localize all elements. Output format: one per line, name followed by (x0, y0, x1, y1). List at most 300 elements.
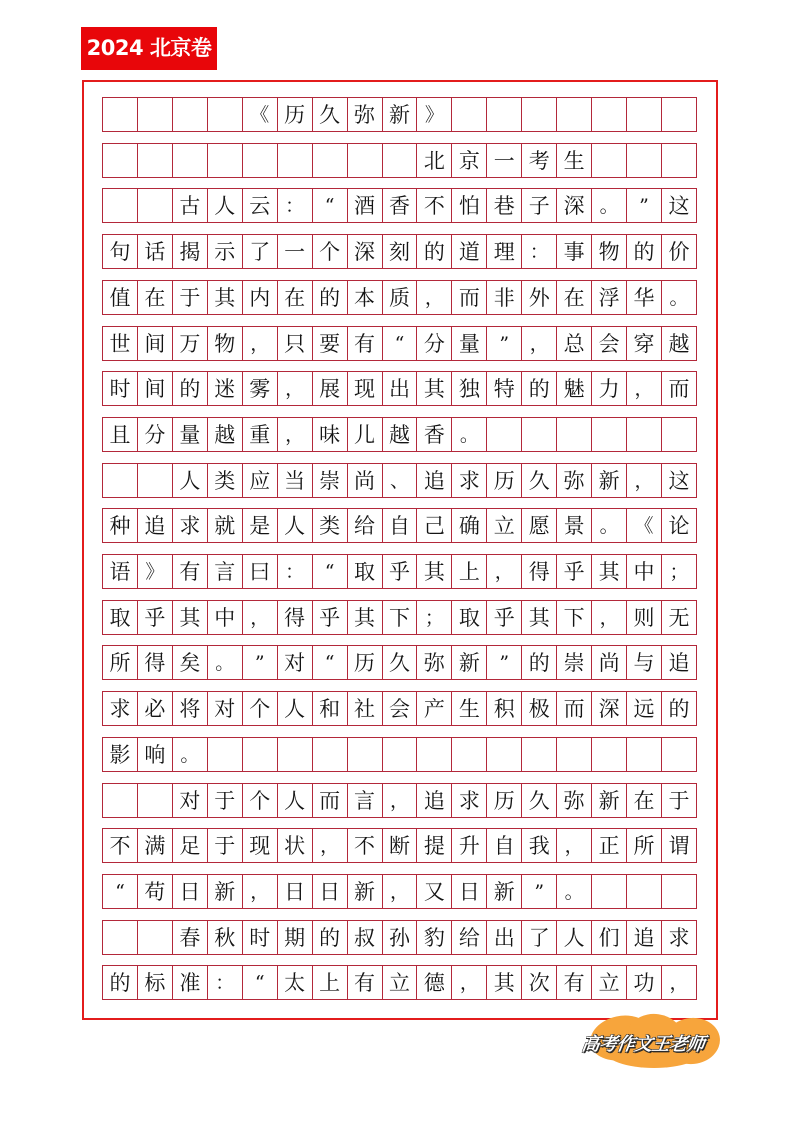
grid-cell: 现 (348, 372, 383, 405)
grid-cell: 春 (173, 921, 208, 954)
grid-cell: 香 (383, 189, 418, 222)
grid-cell: ： (208, 966, 243, 999)
grid-cell-empty (103, 189, 138, 222)
grid-cell: 只 (278, 327, 313, 360)
grid-cell: 正 (592, 829, 627, 862)
grid-cell: 巷 (487, 189, 522, 222)
grid-cell: 矣 (173, 646, 208, 679)
grid-cell: ” (487, 646, 522, 679)
grid-cell: “ (383, 327, 418, 360)
grid-cell: 其 (487, 966, 522, 999)
grid-cell: 量 (452, 327, 487, 360)
grid-row (102, 645, 697, 680)
grid-cell: 雾 (243, 372, 278, 405)
grid-cell: 日 (452, 875, 487, 908)
grid-cell: 历 (348, 646, 383, 679)
grid-cell: 一 (278, 235, 313, 268)
grid-cell: 立 (383, 966, 418, 999)
grid-cell-empty (208, 144, 243, 177)
grid-cell: 久 (383, 646, 418, 679)
grid-cell: ， (487, 555, 522, 588)
grid-cell-empty (243, 144, 278, 177)
grid-row (102, 965, 697, 1000)
grid-cell: 考 (522, 144, 557, 177)
grid-cell: 个 (313, 235, 348, 268)
grid-row (102, 463, 697, 498)
grid-cell-empty (662, 875, 697, 908)
grid-cell: 得 (278, 601, 313, 634)
grid-cell-empty (103, 144, 138, 177)
grid-cell: 值 (103, 281, 138, 314)
grid-cell-empty (627, 875, 662, 908)
grid-cell: 自 (487, 829, 522, 862)
grid-cell: 无 (662, 601, 697, 634)
grid-cell: 下 (557, 601, 592, 634)
grid-cell: 求 (103, 692, 138, 725)
grid-cell: 乎 (487, 601, 522, 634)
grid-row (102, 188, 697, 223)
grid-cell: 而 (313, 784, 348, 817)
grid-cell: 当 (278, 464, 313, 497)
grid-cell: 乎 (557, 555, 592, 588)
grid-cell: 道 (452, 235, 487, 268)
grid-cell: ， (243, 327, 278, 360)
grid-cell: ， (592, 601, 627, 634)
grid-cell: 在 (557, 281, 592, 314)
grid-cell: 日 (278, 875, 313, 908)
grid-cell-empty (313, 738, 348, 771)
grid-row (102, 691, 697, 726)
grid-cell: 人 (278, 784, 313, 817)
grid-cell: 就 (208, 509, 243, 542)
grid-cell-empty (627, 144, 662, 177)
grid-cell-empty (208, 738, 243, 771)
grid-cell: 追 (138, 509, 173, 542)
grid-cell: 得 (138, 646, 173, 679)
grid-row (102, 920, 697, 955)
grid-cell-empty (173, 98, 208, 131)
grid-row (102, 508, 697, 543)
grid-cell: 浮 (592, 281, 627, 314)
grid-cell: 类 (313, 509, 348, 542)
grid-cell: 求 (173, 509, 208, 542)
grid-cell: 个 (243, 784, 278, 817)
grid-cell-empty (278, 738, 313, 771)
grid-cell: 怕 (452, 189, 487, 222)
grid-cell: 其 (348, 601, 383, 634)
grid-cell: 物 (208, 327, 243, 360)
grid-cell-empty (348, 738, 383, 771)
grid-cell: 华 (627, 281, 662, 314)
grid-cell: 云 (243, 189, 278, 222)
grid-cell: 种 (103, 509, 138, 542)
grid-cell: 内 (243, 281, 278, 314)
grid-cell-empty (452, 98, 487, 131)
grid-cell: 求 (452, 464, 487, 497)
grid-cell-empty (138, 98, 173, 131)
grid-cell: 是 (243, 509, 278, 542)
grid-cell: 万 (173, 327, 208, 360)
grid-cell: 物 (592, 235, 627, 268)
grid-cell: 期 (278, 921, 313, 954)
grid-cell: 久 (313, 98, 348, 131)
grid-cell: 重 (243, 418, 278, 451)
grid-cell: 、 (383, 464, 418, 497)
grid-cell: 景 (557, 509, 592, 542)
grid-cell: 己 (417, 509, 452, 542)
watermark (580, 1012, 728, 1070)
grid-cell-empty (522, 98, 557, 131)
grid-cell: 对 (208, 692, 243, 725)
grid-cell: 新 (592, 464, 627, 497)
grid-cell: 的 (417, 235, 452, 268)
grid-cell: 间 (138, 327, 173, 360)
grid-cell-empty (278, 144, 313, 177)
grid-cell: 新 (208, 875, 243, 908)
grid-cell: 苟 (138, 875, 173, 908)
grid-cell: 立 (592, 966, 627, 999)
grid-cell: 自 (383, 509, 418, 542)
grid-cell: 其 (522, 601, 557, 634)
grid-cell: 。 (662, 281, 697, 314)
exam-badge: 2024 北京卷 (81, 27, 217, 70)
grid-cell-empty (592, 875, 627, 908)
grid-cell: 状 (278, 829, 313, 862)
grid-cell-empty (138, 784, 173, 817)
grid-cell: “ (103, 875, 138, 908)
grid-cell-empty (313, 144, 348, 177)
grid-cell: 北 (417, 144, 452, 177)
grid-cell: 魅 (557, 372, 592, 405)
grid-cell: 弥 (417, 646, 452, 679)
grid-cell: 历 (278, 98, 313, 131)
grid-row (102, 97, 697, 132)
grid-cell: 外 (522, 281, 557, 314)
grid-cell: 尚 (348, 464, 383, 497)
grid-cell: 人 (173, 464, 208, 497)
grid-cell: 愿 (522, 509, 557, 542)
grid-cell: 其 (173, 601, 208, 634)
grid-cell: 给 (452, 921, 487, 954)
grid-cell-empty (383, 144, 418, 177)
grid-cell-empty (592, 738, 627, 771)
grid-cell: 提 (417, 829, 452, 862)
grid-cell: 。 (592, 509, 627, 542)
grid-cell: 不 (103, 829, 138, 862)
grid-cell-empty (592, 144, 627, 177)
grid-cell: 会 (592, 327, 627, 360)
grid-cell: 人 (278, 692, 313, 725)
grid-cell-empty (103, 464, 138, 497)
grid-cell: ” (522, 875, 557, 908)
grid-cell: 《 (243, 98, 278, 131)
grid-cell: 中 (627, 555, 662, 588)
grid-cell: ， (522, 327, 557, 360)
grid-cell: 生 (452, 692, 487, 725)
grid-row (102, 737, 697, 772)
grid-cell: 越 (662, 327, 697, 360)
grid-cell-empty (662, 98, 697, 131)
grid-cell: 崇 (313, 464, 348, 497)
grid-cell: 准 (173, 966, 208, 999)
grid-cell: 人 (208, 189, 243, 222)
grid-cell: 。 (173, 738, 208, 771)
grid-cell: 立 (487, 509, 522, 542)
grid-cell: ； (417, 601, 452, 634)
grid-cell: 新 (348, 875, 383, 908)
grid-cell: 上 (452, 555, 487, 588)
grid-cell: 尚 (592, 646, 627, 679)
grid-cell: 求 (452, 784, 487, 817)
grid-cell-empty (487, 738, 522, 771)
grid-cell: 这 (662, 464, 697, 497)
grid-cell: 》 (138, 555, 173, 588)
grid-cell: 力 (592, 372, 627, 405)
grid-cell: 的 (103, 966, 138, 999)
grid-cell: 世 (103, 327, 138, 360)
grid-cell: 叔 (348, 921, 383, 954)
grid-cell: 其 (417, 372, 452, 405)
grid-cell: 又 (417, 875, 452, 908)
grid-cell-empty (208, 98, 243, 131)
grid-cell: 的 (662, 692, 697, 725)
grid-cell: 人 (557, 921, 592, 954)
grid-cell-empty (522, 738, 557, 771)
grid-cell: 古 (173, 189, 208, 222)
grid-cell: 。 (592, 189, 627, 222)
grid-cell: 不 (348, 829, 383, 862)
grid-cell: 言 (208, 555, 243, 588)
grid-cell-empty (103, 98, 138, 131)
grid-cell-empty (592, 98, 627, 131)
grid-cell-empty (138, 189, 173, 222)
grid-cell: 示 (208, 235, 243, 268)
grid-cell: 时 (103, 372, 138, 405)
grid-cell: 新 (487, 875, 522, 908)
grid-cell: 在 (627, 784, 662, 817)
grid-cell: ” (627, 189, 662, 222)
grid-cell: 曰 (243, 555, 278, 588)
grid-cell: 京 (452, 144, 487, 177)
grid-cell: 在 (138, 281, 173, 314)
grid-row (102, 326, 697, 361)
grid-cell: 生 (557, 144, 592, 177)
grid-cell: 乎 (313, 601, 348, 634)
grid-cell: 的 (627, 235, 662, 268)
grid-cell: 理 (487, 235, 522, 268)
grid-cell: 孙 (383, 921, 418, 954)
grid-cell: ， (278, 372, 313, 405)
grid-cell: 功 (627, 966, 662, 999)
grid-cell: 积 (487, 692, 522, 725)
grid-cell-empty (487, 418, 522, 451)
grid-cell: 极 (522, 692, 557, 725)
grid-cell: 特 (487, 372, 522, 405)
grid-cell: 出 (383, 372, 418, 405)
grid-cell: 刻 (383, 235, 418, 268)
grid-cell: 取 (348, 555, 383, 588)
grid-cell: 和 (313, 692, 348, 725)
grid-cell: 时 (243, 921, 278, 954)
grid-cell: 了 (522, 921, 557, 954)
grid-cell: 出 (487, 921, 522, 954)
grid-cell: 其 (417, 555, 452, 588)
grid-cell: 香 (417, 418, 452, 451)
grid-row (102, 783, 697, 818)
grid-cell: 分 (417, 327, 452, 360)
grid-cell: 类 (208, 464, 243, 497)
grid-cell: 有 (348, 966, 383, 999)
grid-cell: 日 (173, 875, 208, 908)
grid-cell-empty (138, 921, 173, 954)
grid-cell: 的 (313, 921, 348, 954)
grid-cell: 中 (208, 601, 243, 634)
grid-row (102, 600, 697, 635)
grid-cell-empty (662, 144, 697, 177)
grid-cell: 日 (313, 875, 348, 908)
grid-cell: ： (278, 555, 313, 588)
grid-cell: 个 (243, 692, 278, 725)
grid-cell: 本 (348, 281, 383, 314)
grid-cell: 则 (627, 601, 662, 634)
grid-cell: 于 (208, 829, 243, 862)
grid-cell: 影 (103, 738, 138, 771)
grid-cell-empty (452, 738, 487, 771)
grid-cell: 非 (487, 281, 522, 314)
grid-cell: 有 (173, 555, 208, 588)
grid-cell: 在 (278, 281, 313, 314)
grid-cell: 响 (138, 738, 173, 771)
grid-cell: 对 (278, 646, 313, 679)
grid-cell: 新 (383, 98, 418, 131)
grid-cell: 儿 (348, 418, 383, 451)
grid-row (102, 828, 697, 863)
grid-cell: 下 (383, 601, 418, 634)
grid-cell: 于 (662, 784, 697, 817)
grid-cell: 追 (627, 921, 662, 954)
grid-cell: 要 (313, 327, 348, 360)
grid-cell: 所 (627, 829, 662, 862)
grid-cell: ， (278, 418, 313, 451)
grid-cell-empty (627, 98, 662, 131)
grid-cell: 话 (138, 235, 173, 268)
grid-cell: 了 (243, 235, 278, 268)
grid-cell: ， (383, 784, 418, 817)
grid-cell: 这 (662, 189, 697, 222)
grid-cell: 久 (522, 464, 557, 497)
grid-cell: 揭 (173, 235, 208, 268)
grid-cell: 断 (383, 829, 418, 862)
grid-cell: 不 (417, 189, 452, 222)
grid-cell: 质 (383, 281, 418, 314)
grid-cell: 总 (557, 327, 592, 360)
grid-cell: 。 (557, 875, 592, 908)
grid-cell: 而 (557, 692, 592, 725)
grid-cell: “ (313, 555, 348, 588)
grid-cell: 乎 (138, 601, 173, 634)
grid-cell: 取 (103, 601, 138, 634)
grid-cell: 所 (103, 646, 138, 679)
grid-cell: 的 (522, 646, 557, 679)
grid-cell: 弥 (557, 784, 592, 817)
grid-cell: 其 (208, 281, 243, 314)
grid-cell: 酒 (348, 189, 383, 222)
grid-row (102, 417, 697, 452)
grid-cell: 升 (452, 829, 487, 862)
grid-cell-empty (243, 738, 278, 771)
grid-cell: 得 (522, 555, 557, 588)
grid-cell: 于 (173, 281, 208, 314)
grid-cell: 展 (313, 372, 348, 405)
grid-cell: 求 (662, 921, 697, 954)
grid-cell: 们 (592, 921, 627, 954)
grid-cell: 言 (348, 784, 383, 817)
grid-cell: 足 (173, 829, 208, 862)
grid-cell: ： (278, 189, 313, 222)
grid-cell: 满 (138, 829, 173, 862)
grid-cell-empty (557, 98, 592, 131)
grid-cell: 深 (557, 189, 592, 222)
grid-cell-empty (627, 738, 662, 771)
grid-row (102, 143, 697, 178)
grid-cell: 谓 (662, 829, 697, 862)
grid-cell: 迷 (208, 372, 243, 405)
grid-cell: 德 (417, 966, 452, 999)
grid-cell: 上 (313, 966, 348, 999)
grid-cell: ， (452, 966, 487, 999)
grid-cell: 》 (417, 98, 452, 131)
grid-cell: 有 (557, 966, 592, 999)
grid-cell-empty (348, 144, 383, 177)
grid-cell: 分 (138, 418, 173, 451)
grid-cell-empty (592, 418, 627, 451)
grid-cell: 而 (452, 281, 487, 314)
grid-cell: 《 (627, 509, 662, 542)
grid-cell: 确 (452, 509, 487, 542)
grid-cell: 追 (417, 784, 452, 817)
grid-cell-empty (522, 418, 557, 451)
grid-cell: 新 (592, 784, 627, 817)
grid-row (102, 371, 697, 406)
grid-cell: 量 (173, 418, 208, 451)
grid-cell-empty (103, 921, 138, 954)
grid-cell: 人 (278, 509, 313, 542)
grid-cell: 豹 (417, 921, 452, 954)
grid-row (102, 234, 697, 269)
grid-cell: 的 (522, 372, 557, 405)
grid-cell: 。 (208, 646, 243, 679)
grid-cell: 弥 (557, 464, 592, 497)
grid-cell: ， (313, 829, 348, 862)
grid-cell: 独 (452, 372, 487, 405)
grid-cell: ， (627, 372, 662, 405)
grid-cell: 于 (208, 784, 243, 817)
grid-cell: ； (662, 555, 697, 588)
grid-cell: “ (313, 646, 348, 679)
grid-cell: 必 (138, 692, 173, 725)
grid-cell: 一 (487, 144, 522, 177)
grid-cell: 间 (138, 372, 173, 405)
grid-cell-empty (557, 418, 592, 451)
grid-cell: 应 (243, 464, 278, 497)
grid-cell: “ (243, 966, 278, 999)
grid-cell: 次 (522, 966, 557, 999)
grid-cell: 子 (522, 189, 557, 222)
grid-cell: 的 (173, 372, 208, 405)
grid-cell: 秋 (208, 921, 243, 954)
grid-cell-empty (557, 738, 592, 771)
grid-cell: 其 (592, 555, 627, 588)
